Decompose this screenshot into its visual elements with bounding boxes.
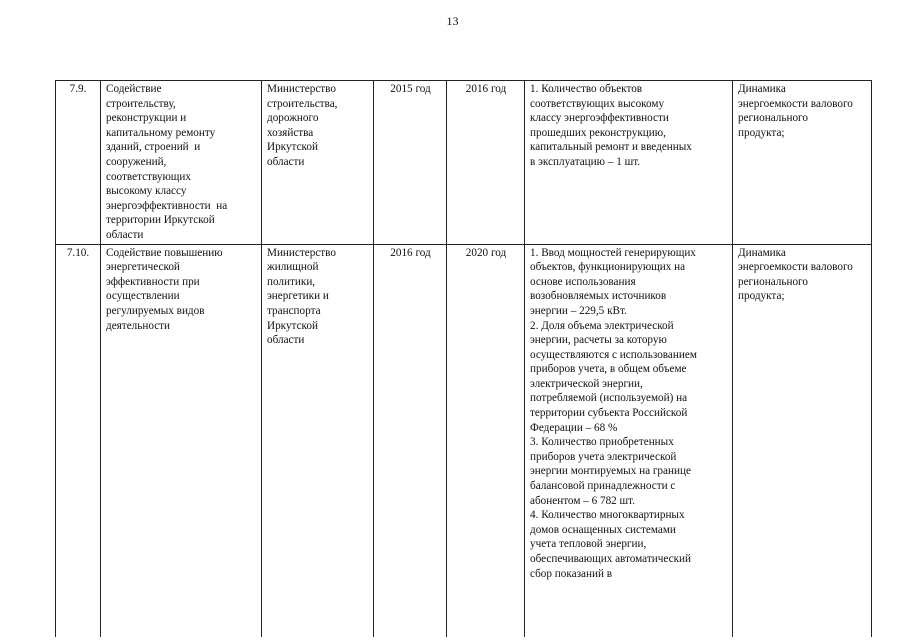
cell-text-line: области <box>106 228 144 241</box>
cell-text-line: прошедших реконструкцию, <box>530 126 666 139</box>
measures-table <box>55 80 872 637</box>
cell-text-line: сбор показаний в <box>530 567 613 580</box>
cell-text-line: потребляемой (используемой) на <box>530 392 688 405</box>
executor-cell <box>262 244 374 637</box>
cell-text-line: строительству, <box>106 97 176 110</box>
cell-text-line: абонентом – 6 782 шт. <box>530 494 636 507</box>
cell-text-line: капитальному ремонту <box>106 126 216 139</box>
cell-text-line: в эксплуатацию – 1 шт. <box>530 155 641 168</box>
cell-text-line: Динамика <box>738 83 786 95</box>
start-year-cell: 2015 год <box>374 81 447 245</box>
cell-text-line: деятельности <box>106 319 171 332</box>
cell-text-line: Федерации – 68 % <box>530 421 618 434</box>
cell-text-line: области <box>267 334 305 347</box>
cell-text-line: соответствующих <box>106 170 192 183</box>
cell-text-line: регионального <box>738 112 808 125</box>
row-number-cell: 7.9. <box>56 81 101 245</box>
cell-text-line: продукта; <box>738 290 785 303</box>
cell-text-line: осуществляются с использованием <box>530 348 697 361</box>
cell-text-line: энергетической <box>106 261 180 274</box>
cell-text-line: капитальный ремонт и введенных <box>530 141 692 154</box>
cell-text-line: энергетики и <box>267 290 329 303</box>
cell-text-line: приборов учета электрической <box>530 450 677 463</box>
cell-text-line: высокому классу <box>106 185 187 198</box>
page-number: 13 <box>446 14 459 28</box>
cell-text-line: реконструкции и <box>106 112 187 125</box>
indicators-cell <box>525 81 733 245</box>
end-year-cell: 2016 год <box>447 81 525 245</box>
cell-text-line: дорожного <box>267 112 319 125</box>
cell-text-line: энергоэффективности на <box>106 199 228 212</box>
cell-text-line: 4. Количество многоквартирных <box>530 509 685 522</box>
cell-text-line: электрической энергии, <box>530 377 643 390</box>
cell-text-line: области <box>267 155 305 168</box>
cell-text-line: энергоемкости валового <box>738 97 853 110</box>
cell-text-line: Динамика <box>738 246 786 259</box>
cell-text-line: осуществлении <box>106 290 180 303</box>
table-row <box>56 81 872 245</box>
cell-text-line: домов оснащенных системами <box>530 523 676 536</box>
measure-cell <box>101 244 262 637</box>
cell-text-line: 1. Количество объектов <box>530 83 643 95</box>
cell-text-line: обеспечивающих автоматический <box>530 553 691 565</box>
cell-text-line: объектов, функционирующих на <box>530 261 686 274</box>
cell-text-line: учета тепловой энергии, <box>530 538 647 551</box>
cell-text-line: Министерство <box>267 246 336 259</box>
executor-cell <box>262 81 374 245</box>
cell-text-line: территории Иркутской <box>106 214 215 227</box>
cell-text-line: зданий, строений и <box>106 141 201 154</box>
cell-text-line: сооружений, <box>106 155 167 168</box>
cell-text-line: транспорта <box>267 304 321 317</box>
indicators-cell <box>525 244 733 637</box>
start-year-cell: 2016 год <box>374 244 447 637</box>
cell-text-line: Содействие <box>106 83 162 95</box>
end-year-cell: 2020 год <box>447 244 525 637</box>
cell-text-line: Министерство <box>267 83 336 95</box>
table-row <box>56 244 872 637</box>
cell-text-line: энергии, расчеты за которую <box>530 334 667 347</box>
cell-text-line: 2. Доля объема электрической <box>530 319 674 332</box>
cell-text-line: политики, <box>267 275 316 288</box>
cell-text-line: Иркутской <box>267 319 318 332</box>
cell-text-line: продукта; <box>738 126 785 139</box>
measure-cell <box>101 81 262 245</box>
cell-text-line: жилищной <box>267 261 319 274</box>
result-cell <box>733 244 872 637</box>
cell-text-line: энергоемкости валового <box>738 261 853 274</box>
result-cell <box>733 81 872 245</box>
row-number-cell: 7.10. <box>56 244 101 637</box>
cell-text-line: 1. Ввод мощностей генерирующих <box>530 246 696 259</box>
cell-text-line: строительства, <box>267 97 338 110</box>
cell-text-line: территории субъекта Российской <box>530 407 688 420</box>
cell-text-line: энергии – 229,5 кВт. <box>530 304 627 317</box>
cell-text-line: соответствующих высокому <box>530 97 665 110</box>
cell-text-line: энергии монтируемых на границе <box>530 465 691 478</box>
cell-text-line: классу энергоэффективности <box>530 112 669 125</box>
cell-text-line: регулируемых видов <box>106 304 205 317</box>
cell-text-line: Содействие повышению <box>106 246 223 259</box>
cell-text-line: балансовой принадлежности с <box>530 480 676 493</box>
cell-text-line: эффективности при <box>106 275 200 288</box>
cell-text-line: Иркутской <box>267 141 318 154</box>
cell-text-line: возобновляемых источников <box>530 290 667 303</box>
cell-text-line: приборов учета, в общем объеме <box>530 363 687 376</box>
cell-text-line: основе использования <box>530 275 636 288</box>
cell-text-line: регионального <box>738 275 808 288</box>
cell-text-line: 3. Количество приобретенных <box>530 436 674 449</box>
cell-text-line: хозяйства <box>267 126 314 139</box>
